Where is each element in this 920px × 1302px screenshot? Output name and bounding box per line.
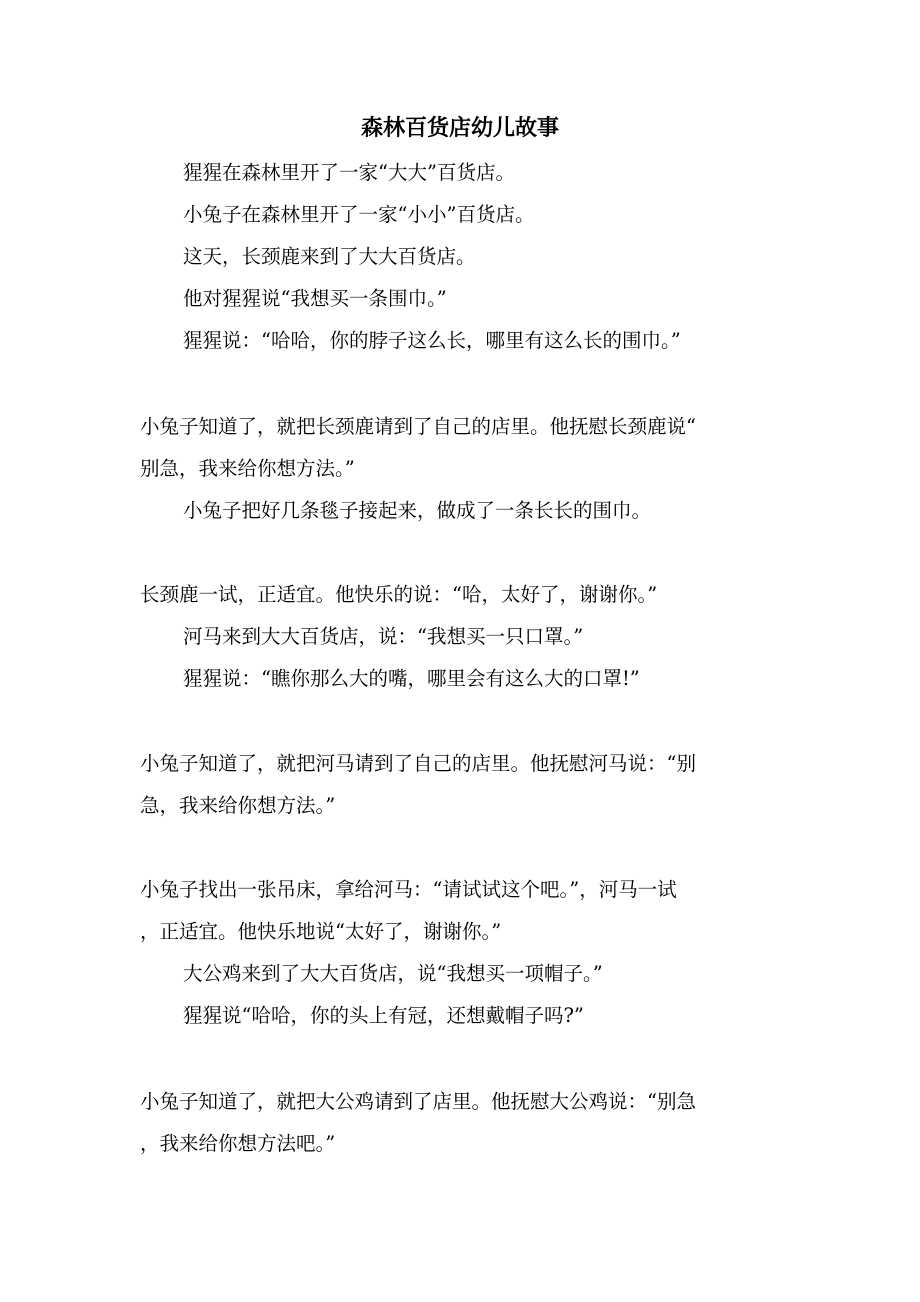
- story-line-19: ，我来给你想方法吧。”: [140, 1132, 336, 1155]
- story-line-2: 小兔子在森林里开了一家“小小”百货店。: [183, 203, 535, 226]
- story-line-14: 小兔子找出一张吊床，拿给河马：“请试试这个吧。”，河马一试: [140, 878, 677, 901]
- story-line-3: 这天，长颈鹿来到了大大百货店。: [183, 245, 476, 268]
- story-line-18: 小兔子知道了，就把大公鸡请到了店里。他抚慰大公鸡说：“别急: [140, 1090, 696, 1113]
- story-line-17: 猩猩说“哈哈，你的头上有冠，还想戴帽子吗?”: [183, 1004, 584, 1027]
- story-line-13: 急，我来给你想方法。”: [140, 794, 336, 817]
- story-line-11: 猩猩说：“瞧你那么大的嘴，哪里会有这么大的口罩!”: [183, 667, 640, 690]
- story-line-5: 猩猩说：“哈哈，你的脖子这么长，哪里有这么长的围巾。”: [183, 329, 681, 352]
- story-line-8: 小兔子把好几条毯子接起来，做成了一条长长的围巾。: [183, 499, 652, 522]
- document-title: 森林百货店幼儿故事: [360, 115, 559, 141]
- story-line-7: 别急，我来给你想方法。”: [140, 457, 355, 480]
- story-line-10: 河马来到大大百货店，说：“我想买一只口罩。”: [183, 625, 584, 648]
- story-line-1: 猩猩在森林里开了一家“大大”百货店。: [183, 161, 515, 184]
- story-line-9: 长颈鹿一试，正适宜。他快乐的说：“哈，太好了，谢谢你。”: [140, 583, 658, 606]
- story-line-6: 小兔子知道了，就把长颈鹿请到了自己的店里。他抚慰长颈鹿说“: [140, 415, 696, 438]
- story-line-12: 小兔子知道了，就把河马请到了自己的店里。他抚慰河马说：“别: [140, 752, 696, 775]
- story-line-15: ，正适宜。他快乐地说“太好了，谢谢你。”: [140, 920, 502, 943]
- story-line-16: 大公鸡来到了大大百货店，说“我想买一项帽子。”: [183, 962, 603, 985]
- story-line-4: 他对猩猩说“我想买一条围巾。”: [183, 287, 447, 310]
